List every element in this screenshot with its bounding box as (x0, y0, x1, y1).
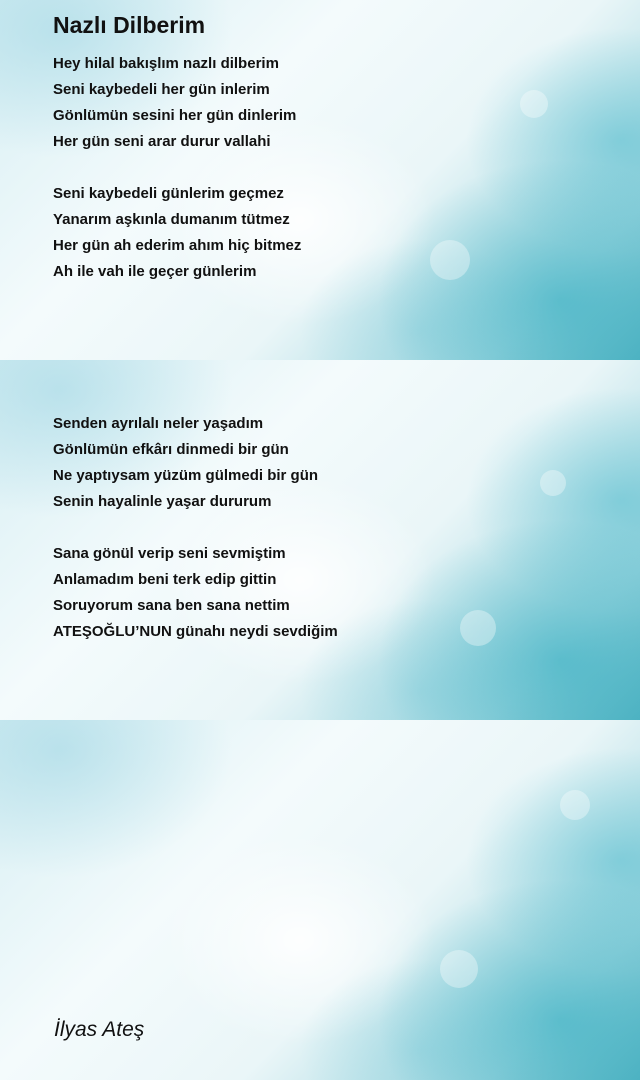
poem-line: Anlamadım beni terk edip gittin (53, 571, 277, 588)
stanza-3 (53, 411, 318, 515)
poem-line: Yanarım aşkınla dumanım tütmez (53, 211, 290, 228)
poem-line: Seni kaybedeli her gün inlerim (53, 81, 270, 98)
poem-line: Soruyorum sana ben sana nettim (53, 597, 290, 614)
poem-line: Sana gönül verip seni sevmiştim (53, 545, 286, 562)
poem-line: Ne yaptıysam yüzüm gülmedi bir gün (53, 467, 319, 484)
stanza-4 (53, 541, 338, 645)
bokeh-decoration (430, 240, 470, 280)
poem-line: Hey hilal bakışlım nazlı dilberim (53, 55, 279, 72)
stanza-2 (53, 181, 301, 285)
bokeh-decoration (520, 90, 548, 118)
poem-panel-2 (0, 360, 640, 720)
poem-line: Her gün seni arar durur vallahi (53, 133, 271, 150)
poem-panel-1 (0, 0, 640, 360)
poem-line: Senden ayrılalı neler yaşadım (53, 415, 264, 432)
stanza-1 (53, 51, 296, 155)
bokeh-decoration (540, 470, 566, 496)
bokeh-decoration (460, 610, 496, 646)
poem-line: Ah ile vah ile geçer günlerim (53, 263, 257, 280)
poem-line: ATEŞOĞLU’NUN günahı neydi sevdiğim (53, 623, 338, 640)
poem-line: Gönlümün sesini her gün dinlerim (53, 107, 297, 124)
bokeh-decoration (440, 950, 478, 988)
bokeh-decoration (560, 790, 590, 820)
poem-title: Nazlı Dilberim (53, 12, 206, 38)
poem-author: İlyas Ateş (54, 1018, 145, 1041)
poem-line: Seni kaybedeli günlerim geçmez (53, 185, 284, 202)
poem-line: Her gün ah ederim ahım hiç bitmez (53, 237, 302, 254)
poem-panel-3 (0, 720, 640, 1080)
poem-line: Senin hayalinle yaşar dururum (53, 493, 272, 510)
poem-line: Gönlümün efkârı dinmedi bir gün (53, 441, 289, 458)
